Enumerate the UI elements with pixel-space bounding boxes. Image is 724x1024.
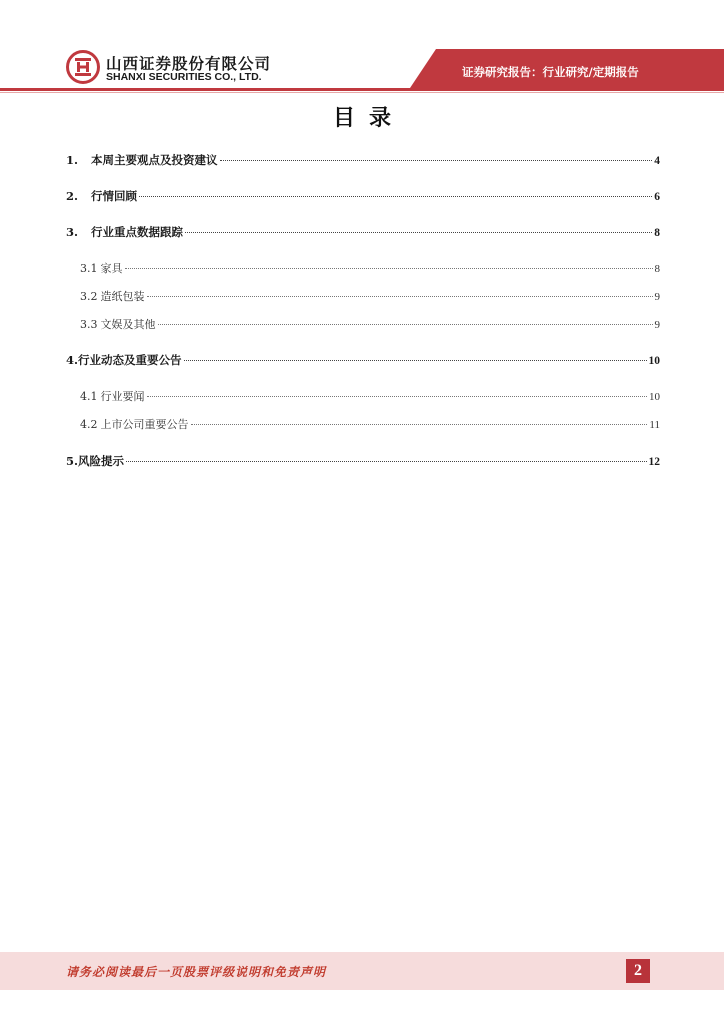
toc-leader-dots (139, 182, 652, 197)
toc-entry-page: 10 (649, 391, 660, 403)
toc-entry-number: 1. (66, 153, 79, 167)
header-banner (0, 0, 724, 100)
toc-leader-dots (125, 254, 653, 269)
shanxi-securities-logo-icon (66, 50, 100, 84)
toc-entry-label: 家具 (100, 262, 123, 275)
disclaimer-notice: 请务必阅读最后一页股票评级说明和免责声明 (66, 965, 327, 979)
toc-entry-page: 8 (654, 227, 660, 239)
toc-entry-page: 11 (649, 419, 660, 431)
toc-leader-dots (191, 410, 648, 425)
toc-entry-number: 3.2 (80, 290, 98, 303)
toc-entry[interactable] (66, 349, 660, 365)
toc-entry-number: 5. (66, 454, 79, 468)
toc-subentry[interactable] (80, 385, 660, 401)
toc-leader-dots (147, 382, 648, 397)
toc-leader-dots (184, 346, 647, 361)
page-header (0, 0, 724, 100)
toc-leader-dots (126, 447, 646, 462)
toc-entry-page: 6 (654, 191, 660, 203)
toc-entry-number: 3.1 (80, 262, 98, 275)
toc-entry-page: 8 (654, 263, 660, 275)
toc-leader-dots (158, 310, 653, 325)
toc-subentry[interactable] (80, 285, 660, 301)
toc-subentry[interactable] (80, 413, 660, 429)
toc-entry[interactable] (66, 221, 660, 237)
page-number-badge: 2 (626, 959, 650, 983)
company-name-en: SHANXI SECURITIES CO., LTD. (106, 71, 262, 83)
toc-entry[interactable] (66, 185, 660, 201)
page-footer (0, 952, 724, 990)
toc-entry[interactable] (66, 149, 660, 165)
toc-entry-page: 12 (648, 456, 660, 468)
toc-entry-number: 4.1 (80, 390, 98, 403)
toc-title: 目录 (332, 106, 405, 131)
toc-entry-number: 2. (66, 189, 79, 203)
toc-entry-label: 行业重点数据跟踪 (91, 225, 183, 239)
toc-entry-page: 9 (654, 319, 660, 331)
toc-entry-number: 4.2 (80, 418, 98, 431)
toc-entry-number: 3.3 (80, 318, 98, 331)
toc-entry-page: 9 (654, 291, 660, 303)
toc-entry-page: 4 (654, 155, 660, 167)
toc-leader-dots (185, 218, 652, 233)
toc-entry-label: 风险提示 (78, 454, 125, 468)
toc-entry-label: 上市公司重要公告 (100, 418, 189, 431)
company-name-cn: 山西证券股份有限公司 (106, 55, 272, 73)
toc-subentry[interactable] (80, 257, 660, 273)
toc-entry[interactable] (66, 450, 660, 466)
toc-entry-page: 10 (648, 355, 660, 367)
toc-entry-label: 本周主要观点及投资建议 (91, 153, 218, 167)
toc-leader-dots (147, 282, 653, 297)
toc-entry-label: 行业动态及重要公告 (78, 353, 182, 367)
toc-subentry[interactable] (80, 313, 660, 329)
toc-leader-dots (220, 146, 653, 161)
toc-entry-number: 3. (66, 225, 79, 239)
report-type-label: 证券研究报告：行业研究/定期报告 (462, 65, 639, 79)
toc-entry-label: 行情回顾 (91, 189, 137, 203)
toc-entry-label: 文娱及其他 (100, 318, 156, 331)
toc-entry-label: 造纸包装 (100, 290, 145, 303)
toc-entry-number: 4. (66, 353, 79, 367)
toc-entry-label: 行业要闻 (100, 390, 145, 403)
